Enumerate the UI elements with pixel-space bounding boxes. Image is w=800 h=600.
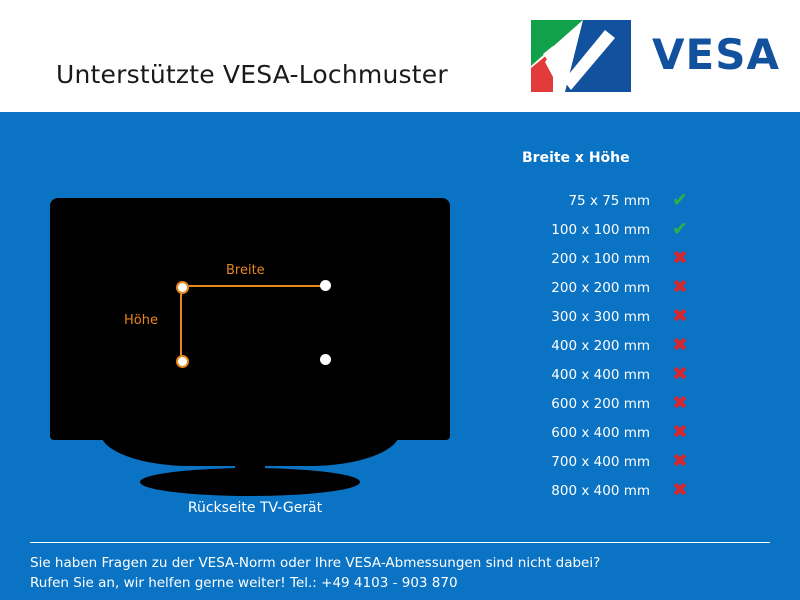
diagram-caption: Rückseite TV-Gerät	[187, 500, 323, 516]
cross-icon: ✖	[672, 479, 688, 501]
vesa-logo-text: VESA	[652, 30, 780, 79]
check-icon: ✔	[672, 189, 688, 211]
table-row	[490, 360, 770, 389]
table-row	[490, 244, 770, 273]
pattern-label: 300 x 300 mm	[551, 308, 650, 325]
footer-line-1: Sie haben Fragen zu der VESA-Norm oder Ihre VESA-Abmessungen sind nicht dabei?	[30, 555, 601, 571]
tv-back-diagram	[40, 180, 470, 520]
table-row	[490, 447, 770, 476]
cross-icon: ✖	[672, 392, 688, 414]
vesa-checkmark-logo-icon	[531, 20, 631, 92]
mount-hole-top-right	[320, 280, 331, 291]
table-row	[490, 186, 770, 215]
table-row	[490, 389, 770, 418]
width-label: Breite	[226, 263, 265, 278]
cross-icon: ✖	[672, 450, 688, 472]
tv-panel	[50, 198, 450, 440]
footer-divider	[30, 542, 770, 543]
pattern-label: 600 x 400 mm	[551, 424, 650, 441]
table-row	[490, 476, 770, 505]
cross-icon: ✖	[672, 276, 688, 298]
table-row	[490, 215, 770, 244]
pattern-label: 100 x 100 mm	[551, 221, 650, 238]
pattern-label: 200 x 100 mm	[551, 250, 650, 267]
cross-icon: ✖	[672, 247, 688, 269]
page-header	[0, 0, 800, 112]
mount-hole-top-left	[176, 281, 189, 294]
page-title: Unterstützte VESA-Lochmuster	[56, 60, 448, 89]
cross-icon: ✖	[672, 305, 688, 327]
vesa-pattern-table	[490, 150, 770, 505]
height-measure-line	[180, 285, 182, 360]
pattern-label: 200 x 200 mm	[551, 279, 650, 296]
pattern-label: 600 x 200 mm	[551, 395, 650, 412]
width-measure-line	[180, 285, 325, 287]
mount-hole-bottom-left	[176, 355, 189, 368]
cross-icon: ✖	[672, 421, 688, 443]
table-row	[490, 331, 770, 360]
footer-line-2: Rufen Sie an, wir helfen gerne weiter! Tel.: +49 4103 - 903 870	[30, 575, 458, 591]
pattern-label: 400 x 200 mm	[551, 337, 650, 354]
footer-contact	[30, 553, 770, 593]
pattern-label: 75 x 75 mm	[568, 192, 650, 209]
table-header: Breite x Höhe	[522, 150, 630, 166]
table-row	[490, 273, 770, 302]
mount-hole-bottom-right	[320, 354, 331, 365]
tv-stand-base	[140, 468, 360, 496]
cross-icon: ✖	[672, 363, 688, 385]
pattern-label: 400 x 400 mm	[551, 366, 650, 383]
check-icon: ✔	[672, 218, 688, 240]
table-row	[490, 418, 770, 447]
height-label: Höhe	[124, 313, 158, 328]
pattern-label: 800 x 400 mm	[551, 482, 650, 499]
table-row	[490, 302, 770, 331]
cross-icon: ✖	[672, 334, 688, 356]
pattern-label: 700 x 400 mm	[551, 453, 650, 470]
